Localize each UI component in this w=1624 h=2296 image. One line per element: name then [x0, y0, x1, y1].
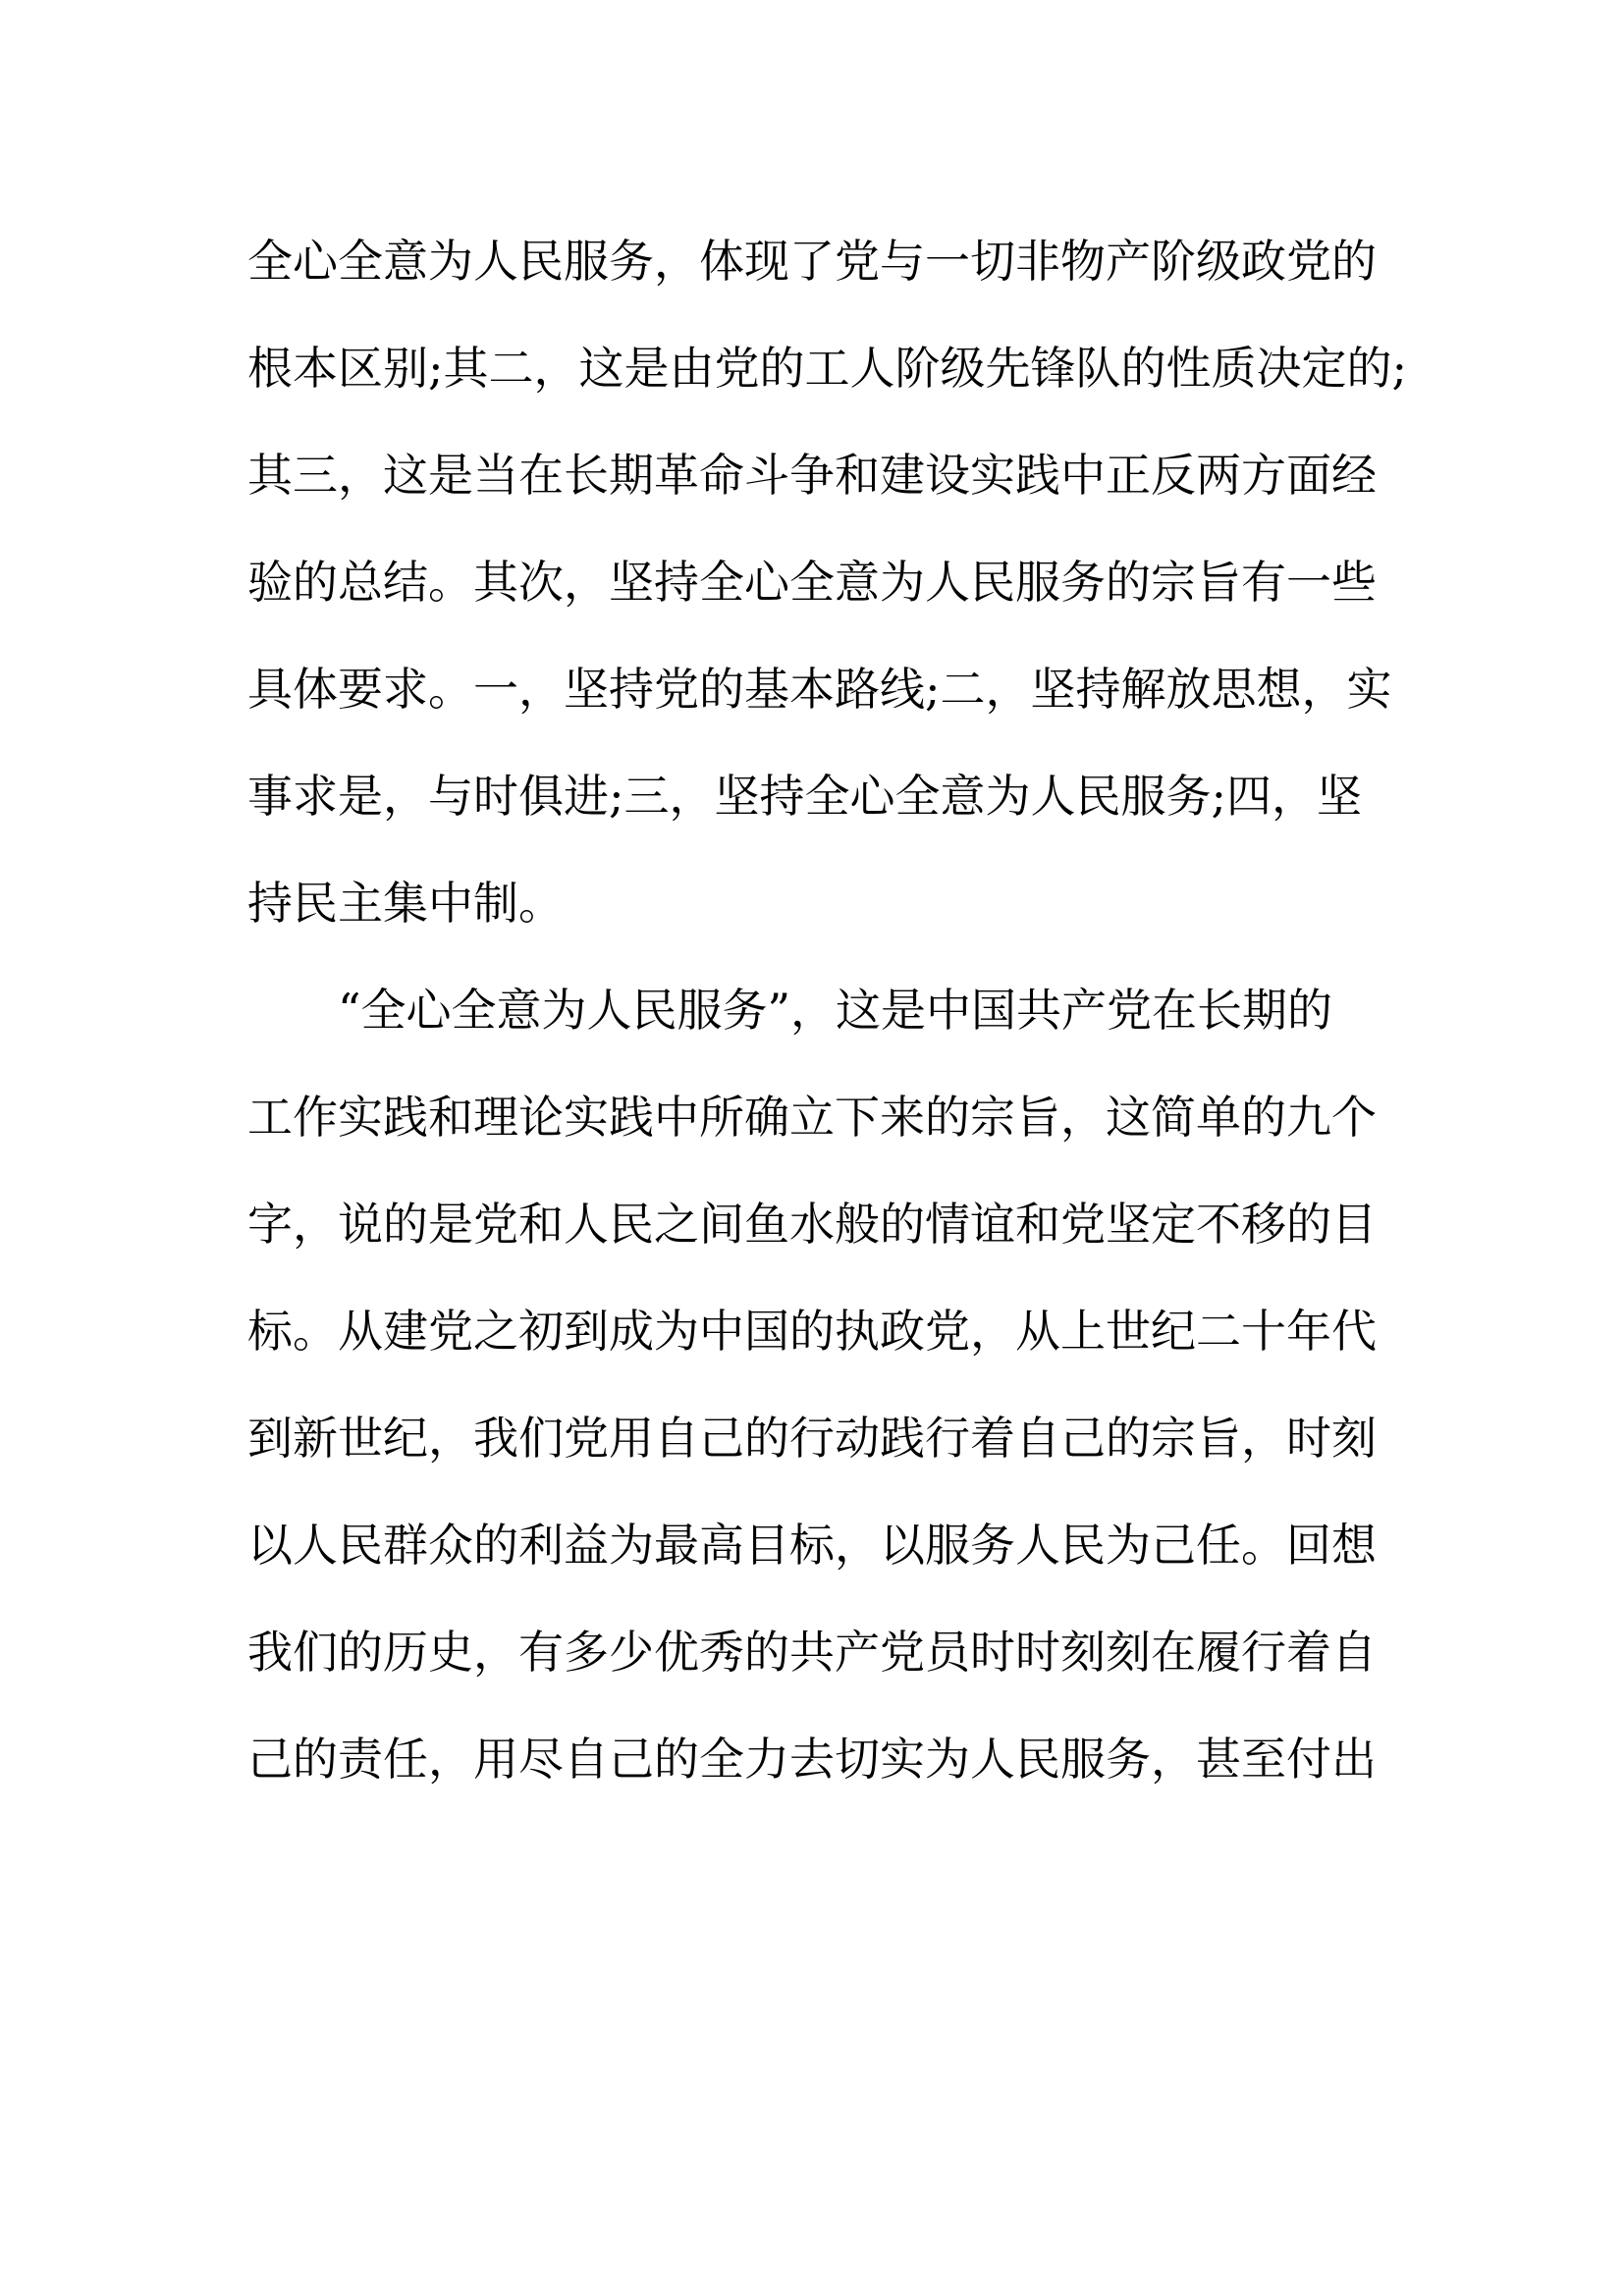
text-line: 持民主集中制。	[247, 877, 564, 930]
text-line: 标。从建党之初到成为中国的执政党，从上世纪二十年代	[247, 1305, 1377, 1358]
text-line: 以人民群众的利益为最高目标，以服务人民为己任。回想	[247, 1519, 1377, 1572]
text-line: 事求是，与时俱进;三，坚持全心全意为人民服务;四，坚	[247, 770, 1362, 823]
text-line: 我们的历史，有多少优秀的共产党员时时刻刻在履行着自	[247, 1626, 1377, 1679]
text-line: 字，说的是党和人民之间鱼水般的情谊和党坚定不移的目	[247, 1198, 1377, 1251]
text-line: 到新世纪，我们党用自己的行动践行着自己的宗旨，时刻	[247, 1412, 1377, 1465]
text-line: 验的总结。其次，坚持全心全意为人民服务的宗旨有一些	[247, 556, 1377, 609]
text-line: 其三，这是当在长期革命斗争和建设实践中正反两方面经	[247, 449, 1377, 502]
text-line: 根本区别;其二，这是由党的工人阶级先锋队的性质决定的;	[247, 342, 1407, 395]
paragraph-start-line: “全心全意为人民服务”，这是中国共产党在长期的	[338, 984, 1333, 1037]
text-line: 己的责任，用尽自己的全力去切实为人民服务，甚至付出	[247, 1733, 1377, 1786]
text-line: 全心全意为人民服务，体现了党与一切非物产阶级政党的	[247, 235, 1377, 288]
body-text	[247, 222, 1407, 1827]
text-line: 具体要求。一，坚持党的基本路线;二，坚持解放思想，实	[247, 663, 1392, 716]
text-line: 工作实践和理论实践中所确立下来的宗旨，这简单的九个	[247, 1091, 1377, 1144]
